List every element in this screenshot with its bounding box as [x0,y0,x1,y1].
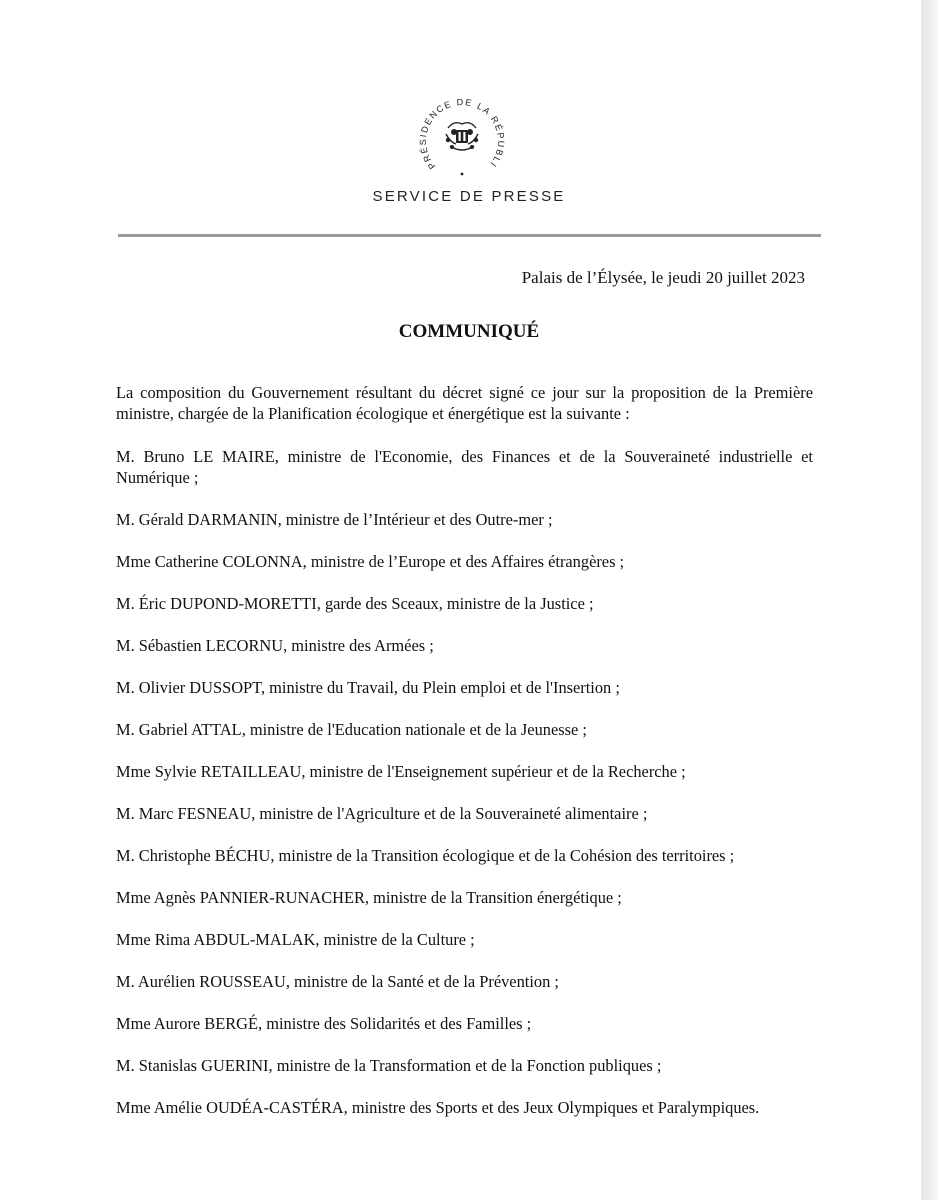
intro-paragraph: La composition du Gouvernement résultant du décret signé ce jour sur la proposition de la Première ministre, chargée de la Planification écologique et énergétique est la suivante : [116,383,813,423]
minister-entry: M. Bruno LE MAIRE, ministre de l'Economie, des Finances et de la Souveraineté industrielle et Numérique ; [116,447,813,487]
header-divider [118,234,821,237]
minister-entry: M. Gérald DARMANIN, ministre de l’Intérieur et des Outre-mer ; [116,510,553,529]
presidency-seal-logo [410,84,514,188]
minister-entry: Mme Sylvie RETAILLEAU, ministre de l'Enseignement supérieur et de la Recherche ; [116,762,686,781]
minister-entry: M. Christophe BÉCHU, ministre de la Transition écologique et de la Cohésion des territoires ; [116,846,735,865]
minister-entry: Mme Rima ABDUL-MALAK, ministre de la Culture ; [116,930,475,949]
minister-entry: Mme Amélie OUDÉA-CASTÉRA, ministre des Sports et des Jeux Olympiques et Paralympiques. [116,1098,760,1117]
minister-entry: Mme Catherine COLONNA, ministre de l’Europe et des Affaires étrangères ; [116,552,625,571]
minister-entry: M. Gabriel ATTAL, ministre de l'Education nationale et de la Jeunesse ; [116,720,587,739]
minister-entry: M. Éric DUPOND-MORETTI, garde des Sceaux, ministre de la Justice ; [116,594,594,613]
press-service-heading: SERVICE DE PRESSE [372,188,566,205]
ministers-list [116,446,813,1118]
page-edge-shadow [921,0,938,1200]
svg-text:PRÉSIDENCE DE LA RÉPUBLIQUE: PRÉSIDENCE DE LA RÉPUBLI [417,96,507,172]
minister-entry: M. Marc FESNEAU, ministre de l'Agriculture et de la Souveraineté alimentaire ; [116,804,648,823]
document-title: COMMUNIQUÉ [398,321,540,342]
minister-entry: M. Sébastien LECORNU, ministre des Armées ; [116,636,434,655]
minister-entry: M. Stanislas GUERINI, ministre de la Transformation et de la Fonction publiques ; [116,1056,662,1075]
minister-entry: Mme Aurore BERGÉ, ministre des Solidarités et des Familles ; [116,1014,532,1033]
minister-entry: M. Olivier DUSSOPT, ministre du Travail, du Plein emploi et de l'Insertion ; [116,678,620,697]
minister-entry: Mme Agnès PANNIER-RUNACHER, ministre de la Transition énergétique ; [116,888,622,907]
minister-entry: M. Aurélien ROUSSEAU, ministre de la Santé et de la Prévention ; [116,972,559,991]
dateline: Palais de l’Élysée, le jeudi 20 juillet 2023 [521,268,805,287]
